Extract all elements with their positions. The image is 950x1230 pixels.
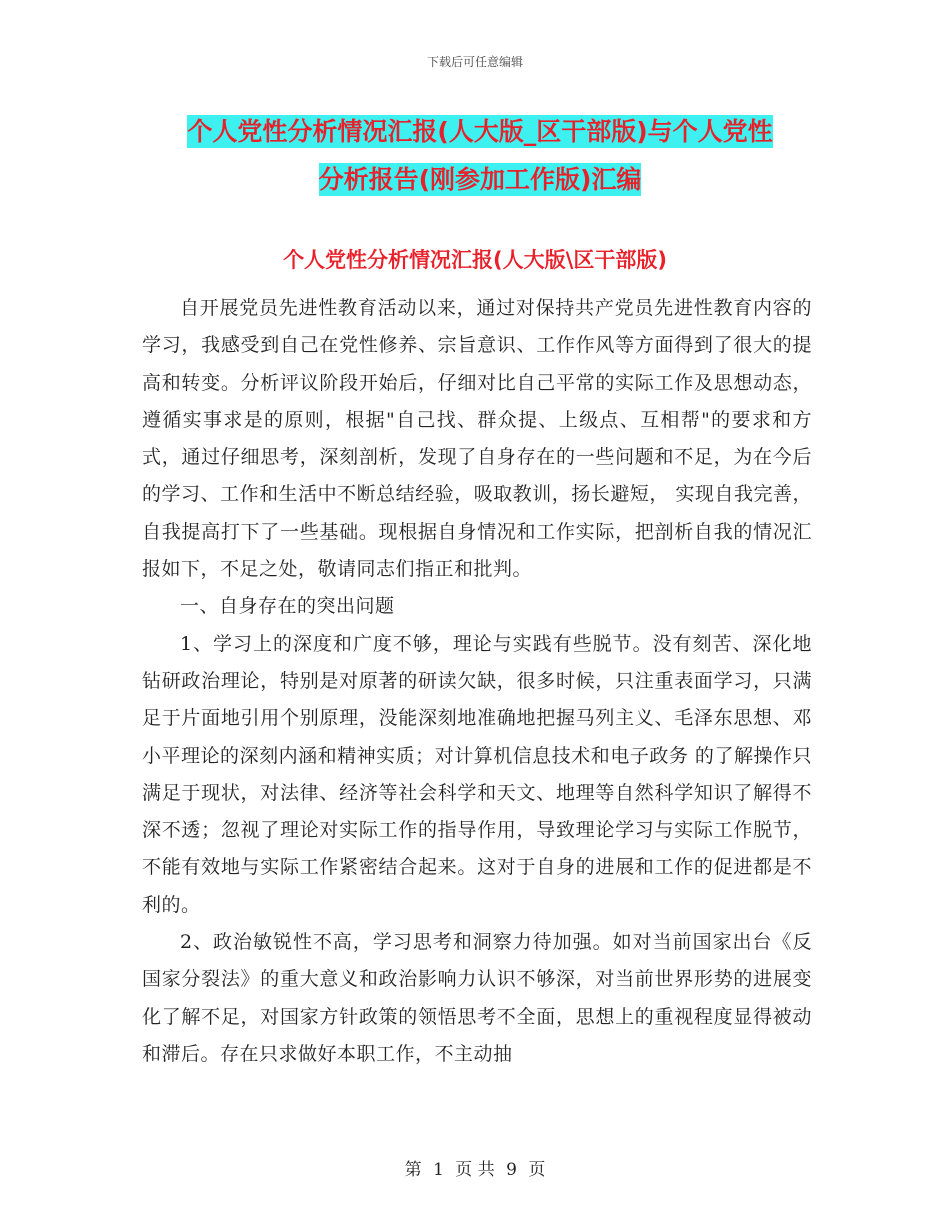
footer-middle: 页 共: [455, 1160, 495, 1180]
footer-page-number: 1: [433, 1160, 444, 1180]
paragraph-intro: 自开展党员先进性教育活动以来，通过对保持共产党员先进性教育内容的学习，我感受到自己在党性修养、宗旨意识、工作作风等方面得到了很大的提高和转变。分析评议阶段开始后，仔细对比自己平常的实际工作及思想动态，遵循实事求是的原则，根据"自己找、群众提、上级点、互相帮"的要求和方式，通过仔细思考，深刻剖析，发现了自身存在的一些问题和不足，为在今后的学习、工作和生活中不断总结经验，吸取教训，扬长避短， 实现自我完善，自我提高打下了一些基础。现根据自身情况和工作实际，把剖析自我的情况汇报如下，不足之处，敬请同志们指正和批判。: [142, 297, 812, 581]
footer-suffix: 页: [528, 1160, 546, 1180]
paragraph-heading-problems: 一、自身存在的突出问题: [180, 595, 395, 618]
footer-prefix: 第: [404, 1160, 422, 1180]
section-title: 个人党性分析情况汇报(人大版\区干部版): [283, 248, 667, 272]
paragraph-point-2: 2、政治敏锐性不高，学习思考和洞察力待加强。如对当前国家出台《反国家分裂法》的重大意义和政治影响力认识不够深，对当前世界形势的进展变化了解不足，对国家方针政策的领悟思考不全面，思想上的重视程度显得被动和滞后。存在只求做好本职工作，不主动抽: [142, 931, 812, 1065]
document-body: [142, 290, 812, 1073]
page-header-note: 下载后可任意编辑: [426, 55, 523, 69]
page-footer: [0, 1155, 950, 1180]
document-title-line-1: 个人党性分析情况汇报(人大版_区干部版)与个人党性: [187, 117, 773, 146]
document-title-line-2: 分析报告(刚参加工作版)汇编: [318, 165, 642, 194]
document-title: [140, 108, 820, 204]
footer-total-pages: 9: [506, 1160, 517, 1180]
paragraph-point-1: 1、学习上的深度和广度不够，理论与实践有些脱节。没有刻苦、深化地钻研政治理论，特别是对原著的研读欠缺，很多时候，只注重表面学习，只满足于片面地引用个别原理，没能深刻地准确地把握马列主义、毛泽东思想、邓小平理论的深刻内涵和精神实质；对计算机信息技术和电子政务 的了解操作只满足于现状，对法律、经济等社会科学和天文、地理等自然科学知识了解得不深不透；忽视了理论对实际工作的指导作用，导致理论学习与实际工作脱节，不能有效地与实际工作紧密结合起来。这对于自身的进展和工作的促进都是不利的。: [142, 632, 812, 916]
